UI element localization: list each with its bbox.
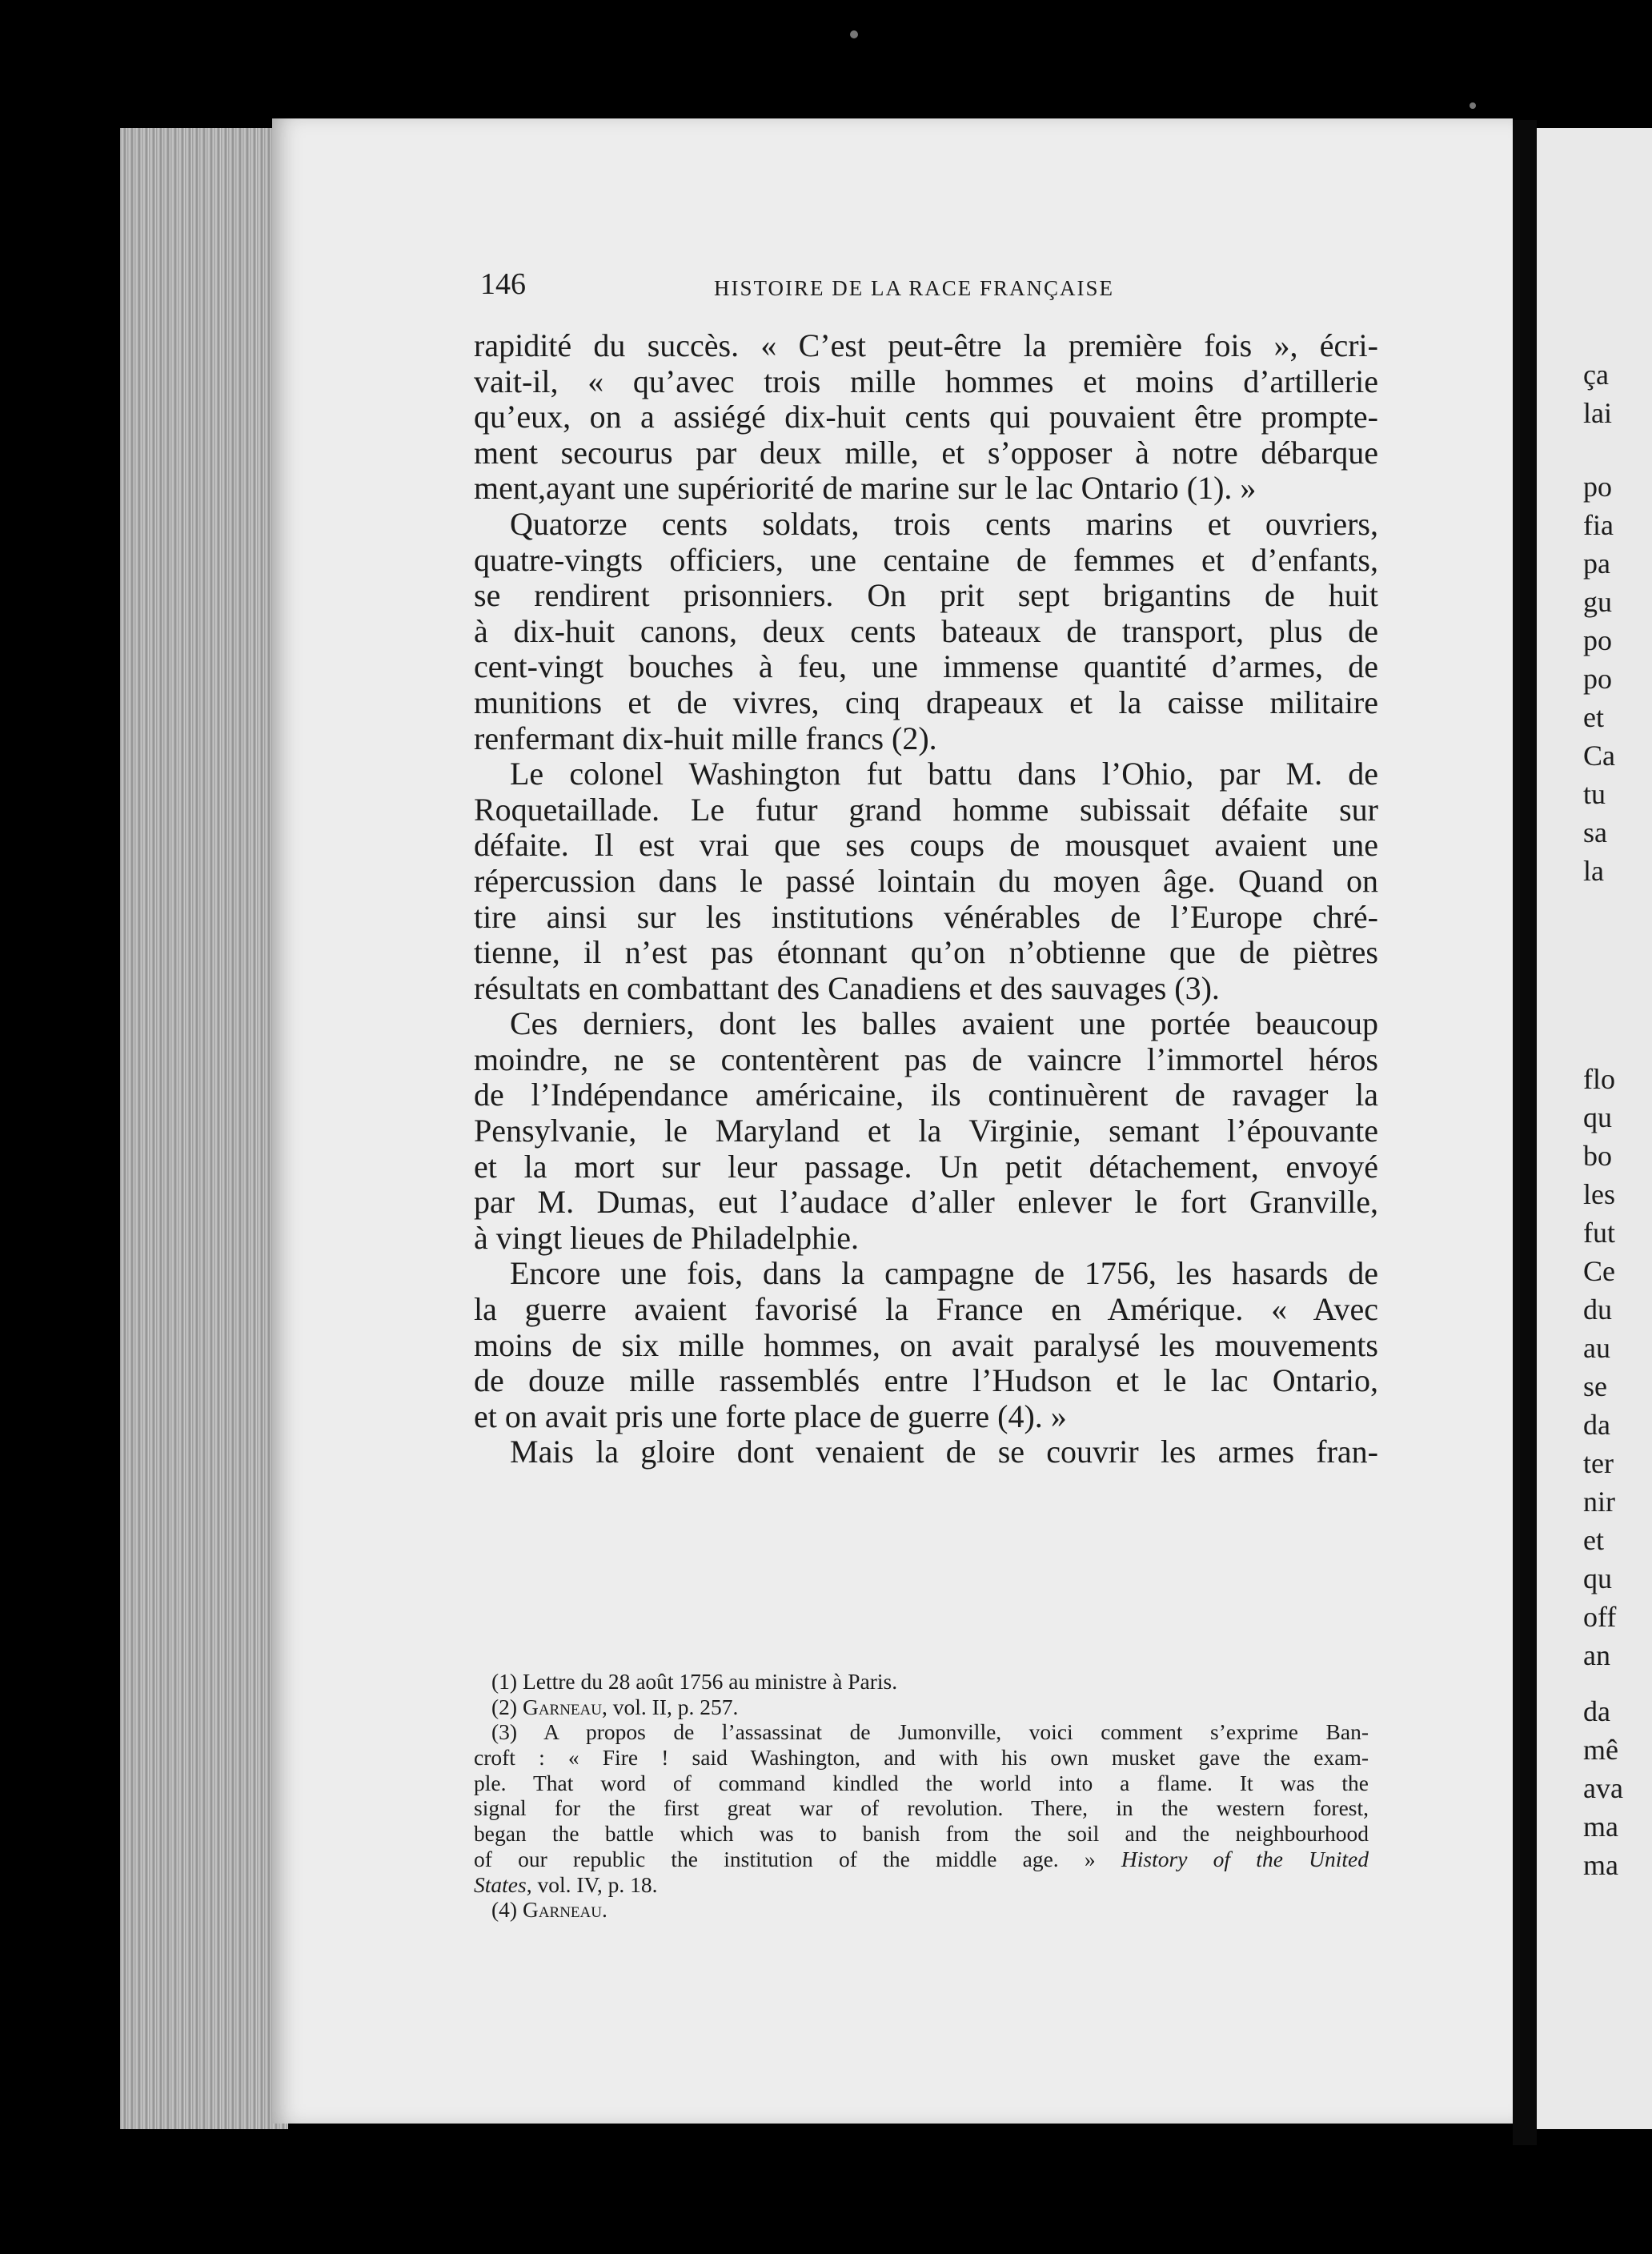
footnote-3-reference: , vol. IV, p. 18.	[526, 1871, 658, 1897]
facing-page-fragment: Ca	[1583, 740, 1615, 772]
footnote-3-line: croft : « Fire ! said Washington, and with his own musket gave the exam-	[474, 1745, 1369, 1771]
text-line: moins de six mille hommes, on avait paralysé les mouvements	[474, 1326, 1378, 1363]
footnote-2	[474, 1695, 1369, 1720]
text-line: et la mort sur leur passage. Un petit détachement, envoyé	[474, 1148, 1378, 1185]
footnote-3-end	[474, 1872, 1369, 1898]
facing-page-fragment: gu	[1583, 586, 1612, 618]
running-title: HISTOIRE DE LA RACE FRANÇAISE	[714, 276, 1115, 300]
facing-page-fragment: an	[1583, 1639, 1610, 1671]
facing-page-fragment: ma	[1583, 1811, 1618, 1843]
book-gutter	[1513, 120, 1537, 2145]
footnote-3-line: signal for the first great war of revolution. There, in the western forest,	[474, 1795, 1369, 1821]
footnote-3-book-title: History of the United	[1121, 1846, 1369, 1871]
footnote-3-line: (3) A propos de l’assassinat de Jumonville, voici comment s’exprime Ban-	[491, 1719, 1369, 1745]
facing-page-fragment: off	[1583, 1601, 1617, 1633]
page-number: 146	[480, 267, 526, 301]
footnote-3-book-title-cont: States	[474, 1871, 527, 1897]
text-line: de douze mille rassemblés entre l’Hudson et le lac Ontario,	[474, 1362, 1378, 1399]
facing-page-fragment: la	[1583, 855, 1604, 887]
footnote-1: (1) Lettre du 28 août 1756 au ministre à Paris.	[491, 1669, 898, 1694]
footnotes	[474, 1669, 1369, 1923]
text-line: tire ainsi sur les institutions vénérables de l’Europe chré-	[474, 898, 1378, 935]
body-text	[474, 328, 1378, 1470]
text-line: à vingt lieues de Philadelphie.	[474, 1219, 859, 1256]
text-line: par M. Dumas, eut l’audace d’aller enlever le fort Granville,	[474, 1184, 1378, 1221]
page-edges	[120, 128, 288, 2129]
footnote-2-reference: , vol. II, p. 257.	[601, 1694, 739, 1719]
facing-page-fragment: lai	[1583, 397, 1612, 429]
text-line: se rendirent prisonniers. On prit sept brigantins de huit	[474, 577, 1378, 614]
facing-page-fragment: da	[1583, 1695, 1610, 1727]
facing-page-fragment: po	[1583, 663, 1612, 695]
text-line: défaite. Il est vrai que ses coups de mousquet avaient une	[474, 827, 1378, 864]
text-line: qu’eux, on a assiégé dix-huit cents qui pouvaient être prompte-	[474, 399, 1378, 435]
footnote-4-number: (4)	[491, 1897, 523, 1923]
facing-page-fragment: ava	[1583, 1772, 1623, 1804]
text-line: Le colonel Washington fut battu dans l’Ohio, par M. de	[510, 756, 1378, 792]
text-line: tienne, il n’est pas étonnant qu’on n’obtienne que de piètres	[474, 934, 1378, 971]
facing-page-fragment: qu	[1583, 1101, 1612, 1133]
facing-page-fragment: du	[1583, 1293, 1612, 1326]
text-line: renfermant dix-huit mille francs (2).	[474, 720, 937, 756]
facing-page-fragment: bo	[1583, 1140, 1612, 1172]
book-spine-shadow	[0, 0, 120, 2254]
text-line: à dix-huit canons, deux cents bateaux de transport, plus de	[474, 612, 1378, 649]
facing-page-fragment: flo	[1583, 1063, 1615, 1095]
dust-speck	[1470, 102, 1476, 109]
facing-page-fragment: qu	[1583, 1562, 1612, 1594]
facing-page-fragment: tu	[1583, 778, 1606, 810]
text-line: Encore une fois, dans la campagne de 1756, les hasards de	[510, 1255, 1378, 1292]
text-line: répercussion dans le passé lointain du moyen âge. Quand on	[474, 862, 1378, 899]
facing-page-fragment: et	[1583, 1524, 1604, 1556]
dust-speck	[850, 30, 858, 38]
facing-page-fragment: ça	[1583, 359, 1609, 391]
footnote-4-author: Garneau	[522, 1897, 602, 1923]
facing-page-fragment: mê	[1583, 1734, 1618, 1766]
footnote-3-line: began the battle which was to banish from the soil and the neighbourhood	[474, 1821, 1369, 1847]
footnote-2-number: (2)	[491, 1694, 523, 1719]
facing-page-fragment: au	[1583, 1332, 1610, 1364]
text-line: et on avait pris une forte place de guerre (4). »	[474, 1398, 1067, 1434]
text-line: Pensylvanie, le Maryland et la Virginie, semant l’épouvante	[474, 1113, 1378, 1149]
facing-page-fragment: fut	[1583, 1217, 1615, 1249]
facing-page-fragment: et	[1583, 701, 1604, 733]
text-line: Quatorze cents soldats, trois cents marins et ouvriers,	[510, 505, 1378, 542]
facing-page-fragment: nir	[1583, 1486, 1615, 1518]
text-line: Mais la gloire dont venaient de se couvrir les armes fran-	[510, 1434, 1378, 1470]
facing-page-fragment: po	[1583, 471, 1612, 503]
facing-page-fragment: da	[1583, 1409, 1610, 1441]
facing-page-fragment: se	[1583, 1370, 1607, 1402]
text-line: Roquetaillade. Le futur grand homme subissait défaite sur	[474, 791, 1378, 828]
text-line: résultats en combattant des Canadiens et des sauvages (3).	[474, 969, 1220, 1006]
footnote-3-line-with-title	[474, 1847, 1369, 1872]
text-line: la guerre avaient favorisé la France en Amérique. « Avec	[474, 1291, 1378, 1328]
footnote-4	[474, 1897, 1369, 1923]
text-line: ment secourus par deux mille, et s’opposer à notre débarque	[474, 434, 1378, 471]
facing-page-fragment: ter	[1583, 1447, 1614, 1479]
text-line: munitions et de vivres, cinq drapeaux et la caisse militaire	[474, 684, 1378, 720]
footnote-3-line: ple. That word of command kindled the world into a flame. It was the	[474, 1770, 1369, 1795]
facing-page-fragment: les	[1583, 1178, 1615, 1210]
text-line: Ces derniers, dont les balles avaient une portée beaucoup	[510, 1005, 1378, 1042]
text-line: rapidité du succès. « C’est peut-être la première fois », écri-	[474, 327, 1378, 363]
footnote-2-author: Garneau	[522, 1694, 602, 1719]
facing-page-fragment: ma	[1583, 1849, 1618, 1881]
facing-page-fragment: Ce	[1583, 1255, 1615, 1287]
facing-page-fragment: fia	[1583, 509, 1614, 541]
facing-page-fragment: pa	[1583, 547, 1610, 580]
facing-page-fragment: sa	[1583, 816, 1607, 848]
facing-page-fragment: po	[1583, 624, 1612, 656]
text-line: de l’Indépendance américaine, ils continuèrent de ravager la	[474, 1077, 1378, 1113]
text-line: moindre, ne se contentèrent pas de vaincre l’immortel héros	[474, 1041, 1378, 1077]
text-line: cent-vingt bouches à feu, une immense quantité d’armes, de	[474, 648, 1378, 685]
facing-page	[1537, 128, 1652, 2129]
footnote-3-text: of our republic the institution of the middle age. »	[474, 1846, 1096, 1871]
text-line: vait-il, « qu’avec trois mille hommes et moins d’artillerie	[474, 363, 1378, 399]
text-line: quatre-vingts officiers, une centaine de femmes et d’enfants,	[474, 541, 1378, 578]
text-line: ment,ayant une supériorité de marine sur le lac Ontario (1). »	[474, 470, 1257, 507]
footnote-4-end: .	[601, 1897, 607, 1923]
